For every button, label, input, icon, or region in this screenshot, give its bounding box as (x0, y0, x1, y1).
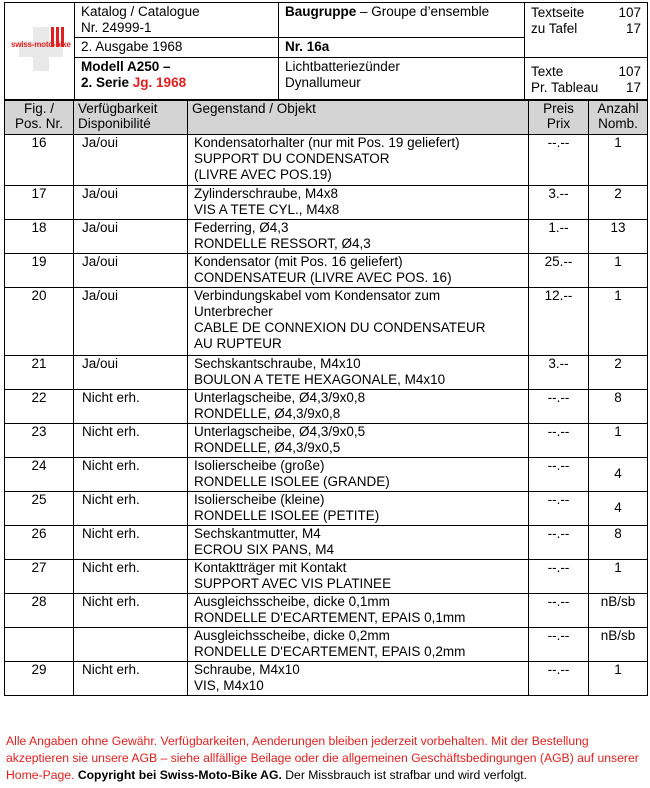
object-line: RONDELLE ISOLEE (GRANDE) (194, 474, 390, 489)
edition: 2. Ausgabe 1968 (81, 39, 183, 54)
object-cell (188, 526, 529, 560)
object-name-de: Schraube, M4x10 (194, 662, 300, 677)
pos-cell: 22 (5, 390, 74, 424)
group-name-cell (279, 58, 525, 100)
availability-cell: Ja/oui (74, 135, 188, 186)
catalog-header (4, 2, 648, 100)
object-line: BOULON A TETE HEXAGONALE, M4x10 (194, 372, 446, 387)
col-quantity: Anzahl Nomb. (589, 101, 648, 135)
table-row (5, 424, 648, 458)
quantity-cell: 13 (589, 220, 648, 254)
footer-disclaimer (6, 733, 650, 784)
object-line: RONDELLE D'ECARTEMENT, EPAIS 0,1mm (194, 610, 466, 625)
pos-cell: 17 (5, 186, 74, 220)
object-name-de: Sechskantmutter, M4 (194, 526, 321, 541)
catalog-number: Nr. 24999-1 (81, 20, 152, 35)
table-row (5, 526, 648, 560)
object-name-de: Unterlagscheibe, Ø4,3/9x0,5 (194, 424, 366, 439)
parts-table (4, 100, 648, 696)
group-number-cell (279, 38, 525, 58)
object-name-de: Verbindungskabel vom Kondensator zum (194, 288, 441, 303)
pos-cell: 18 (5, 220, 74, 254)
object-name-de: Federring, Ø4,3 (194, 220, 289, 235)
table-row (5, 220, 648, 254)
table-row (5, 458, 648, 492)
availability-cell: Nicht erh. (74, 594, 188, 628)
model-line-1: Modell A250 – (81, 59, 171, 74)
object-line: AU RUPTEUR (194, 336, 282, 351)
textseite-value: 107 (618, 5, 641, 20)
copyright-rest: Der Missbrauch ist strafbar und wird verfolgt. (281, 768, 528, 782)
pos-cell: 16 (5, 135, 74, 186)
object-line: SUPPORT DU CONDENSATOR (194, 151, 390, 166)
table-row (5, 356, 648, 390)
availability-cell: Nicht erh. (74, 560, 188, 594)
object-name-de: Zylinderschraube, M4x8 (194, 186, 339, 201)
table-row (5, 186, 648, 220)
object-cell (188, 424, 529, 458)
availability-cell (74, 628, 188, 662)
texte-value: 107 (618, 64, 641, 79)
group-name-de: Lichtbatteriezünder (285, 59, 400, 74)
copyright-bold: Copyright bei Swiss-Moto-Bike AG. (77, 768, 282, 782)
object-cell (188, 458, 529, 492)
object-name-de: Isolierscheibe (kleine) (194, 492, 325, 507)
group-cell (279, 3, 525, 38)
pos-cell: 20 (5, 288, 74, 356)
object-line: RONDELLE ISOLEE (PETITE) (194, 508, 380, 523)
object-cell (188, 560, 529, 594)
availability-cell: Ja/oui (74, 356, 188, 390)
availability-cell: Ja/oui (74, 288, 188, 356)
group-label: Baugruppe (285, 4, 357, 19)
logo-text: swiss-moto-bike (11, 40, 71, 49)
price-cell: --.-- (529, 662, 589, 696)
object-name-de: Kontaktträger mit Kontakt (194, 560, 347, 575)
price-cell: --.-- (529, 526, 589, 560)
disclaimer-text: Alle Angaben ohne Gewähr. Verfügbarkeiten, Aenderungen bleiben jederzeit vorbehalten. Mit der Bestellung akzeptieren sie unsere AGB – siehe allfällige Beilage oder die allgemeinen Geschäftsbedingungen (AGB) auf unserer Home-Page. (6, 734, 639, 782)
object-line: SUPPORT AVEC VIS PLATINEE (194, 576, 392, 591)
table-row (5, 254, 648, 288)
column-header-row (5, 101, 648, 135)
group-number: Nr. 16a (285, 39, 330, 54)
price-cell: --.-- (529, 458, 589, 492)
object-line: RONDELLE D'ECARTEMENT, EPAIS 0,2mm (194, 644, 466, 659)
pos-cell: 24 (5, 458, 74, 492)
catalog-label: Katalog / Catalogue (81, 4, 200, 19)
object-cell (188, 288, 529, 356)
pos-cell: 21 (5, 356, 74, 390)
pos-cell: 28 (5, 594, 74, 628)
zu-tafel-value: 17 (625, 21, 641, 36)
table-row (5, 390, 648, 424)
pos-cell: 27 (5, 560, 74, 594)
object-line: (LIVRE AVEC POS.19) (194, 167, 332, 182)
pos-cell: 26 (5, 526, 74, 560)
availability-cell: Ja/oui (74, 254, 188, 288)
model-year: Jg. 1968 (132, 75, 187, 90)
quantity-cell: 1 (589, 560, 648, 594)
pos-cell: 23 (5, 424, 74, 458)
object-line: RONDELLE, Ø4,3/9x0,5 (194, 440, 341, 455)
object-cell (188, 390, 529, 424)
zu-tafel-label: zu Tafel (531, 21, 578, 36)
quantity-cell: 4 (589, 492, 648, 526)
table-row (5, 492, 648, 526)
catalog-cell (75, 3, 279, 38)
availability-cell: Nicht erh. (74, 662, 188, 696)
quantity-cell: nB/sb (589, 594, 648, 628)
table-row (5, 135, 648, 186)
quantity-cell: 1 (589, 135, 648, 186)
pos-cell: 29 (5, 662, 74, 696)
availability-cell: Nicht erh. (74, 492, 188, 526)
availability-cell: Nicht erh. (74, 526, 188, 560)
price-cell: --.-- (529, 492, 589, 526)
object-name-de: Ausgleichsscheibe, dicke 0,1mm (194, 594, 390, 609)
table-row (5, 628, 648, 662)
object-cell (188, 662, 529, 696)
price-cell: 3.-- (529, 186, 589, 220)
object-cell (188, 356, 529, 390)
price-cell: 25.-- (529, 254, 589, 288)
object-name-de: Isolierscheibe (große) (194, 458, 325, 473)
price-cell: 1.-- (529, 220, 589, 254)
table-row (5, 560, 648, 594)
object-cell (188, 220, 529, 254)
textseite-cell (525, 3, 648, 58)
object-name-de: Kondensatorhalter (nur mit Pos. 19 geliefert) (194, 135, 460, 150)
col-availability: Verfügbarkeit Disponibilité (74, 101, 188, 135)
object-cell (188, 186, 529, 220)
col-pos: Fig. / Pos. Nr. (5, 101, 74, 135)
object-line: ECROU SIX PANS, M4 (194, 542, 335, 557)
price-cell: 3.-- (529, 356, 589, 390)
object-cell (188, 135, 529, 186)
quantity-cell: 1 (589, 662, 648, 696)
quantity-cell: 1 (589, 288, 648, 356)
availability-cell: Ja/oui (74, 220, 188, 254)
price-cell: --.-- (529, 628, 589, 662)
texte-cell (525, 58, 648, 100)
col-object: Gegenstand / Objekt (188, 101, 529, 135)
object-cell (188, 628, 529, 662)
price-cell: --.-- (529, 560, 589, 594)
availability-cell: Nicht erh. (74, 458, 188, 492)
quantity-cell: 2 (589, 356, 648, 390)
price-cell: --.-- (529, 135, 589, 186)
table-row (5, 288, 648, 356)
object-line: VIS, M4x10 (194, 678, 264, 693)
group-name-fr: Dynallumeur (285, 75, 361, 90)
object-line: CONDENSATEUR (LIVRE AVEC POS. 16) (194, 270, 452, 285)
availability-cell: Nicht erh. (74, 424, 188, 458)
object-line: CABLE DE CONNEXION DU CONDENSATEUR (194, 320, 486, 335)
tableau-label: Pr. Tableau (531, 80, 599, 95)
object-cell (188, 594, 529, 628)
texte-label: Texte (531, 64, 564, 79)
price-cell: --.-- (529, 594, 589, 628)
object-name-de: Kondensator (mit Pos. 16 geliefert) (194, 254, 403, 269)
quantity-cell: 8 (589, 526, 648, 560)
object-name-de: Sechskantschraube, M4x10 (194, 356, 361, 371)
pos-cell: 25 (5, 492, 74, 526)
quantity-cell: nB/sb (589, 628, 648, 662)
price-cell: --.-- (529, 424, 589, 458)
pos-cell: 19 (5, 254, 74, 288)
quantity-cell: 1 (589, 424, 648, 458)
price-cell: 12.-- (529, 288, 589, 356)
quantity-cell: 8 (589, 390, 648, 424)
logo-cell (5, 3, 75, 100)
edition-cell (75, 38, 279, 58)
object-line: Unterbrecher (194, 304, 273, 319)
group-label-fr: – Groupe d’ensemble (356, 4, 490, 19)
price-cell: --.-- (529, 390, 589, 424)
availability-cell: Ja/oui (74, 186, 188, 220)
object-name-de: Unterlagscheibe, Ø4,3/9x0,8 (194, 390, 366, 405)
model-cell (75, 58, 279, 100)
table-row (5, 662, 648, 696)
object-line: RONDELLE, Ø4,3/9x0,8 (194, 406, 341, 421)
object-line: RONDELLE RESSORT, Ø4,3 (194, 236, 371, 251)
table-row (5, 594, 648, 628)
model-series: 2. Serie (81, 75, 133, 90)
col-price: Preis Prix (529, 101, 589, 135)
textseite-label: Textseite (531, 5, 585, 20)
object-cell (188, 254, 529, 288)
object-line: VIS A TETE CYL., M4x8 (194, 202, 340, 217)
quantity-cell: 1 (589, 254, 648, 288)
tableau-value: 17 (625, 80, 641, 95)
object-name-de: Ausgleichsscheibe, dicke 0,2mm (194, 628, 390, 643)
quantity-cell: 2 (589, 186, 648, 220)
quantity-cell: 4 (589, 458, 648, 492)
pos-cell (5, 628, 74, 662)
object-cell (188, 492, 529, 526)
availability-cell: Nicht erh. (74, 390, 188, 424)
